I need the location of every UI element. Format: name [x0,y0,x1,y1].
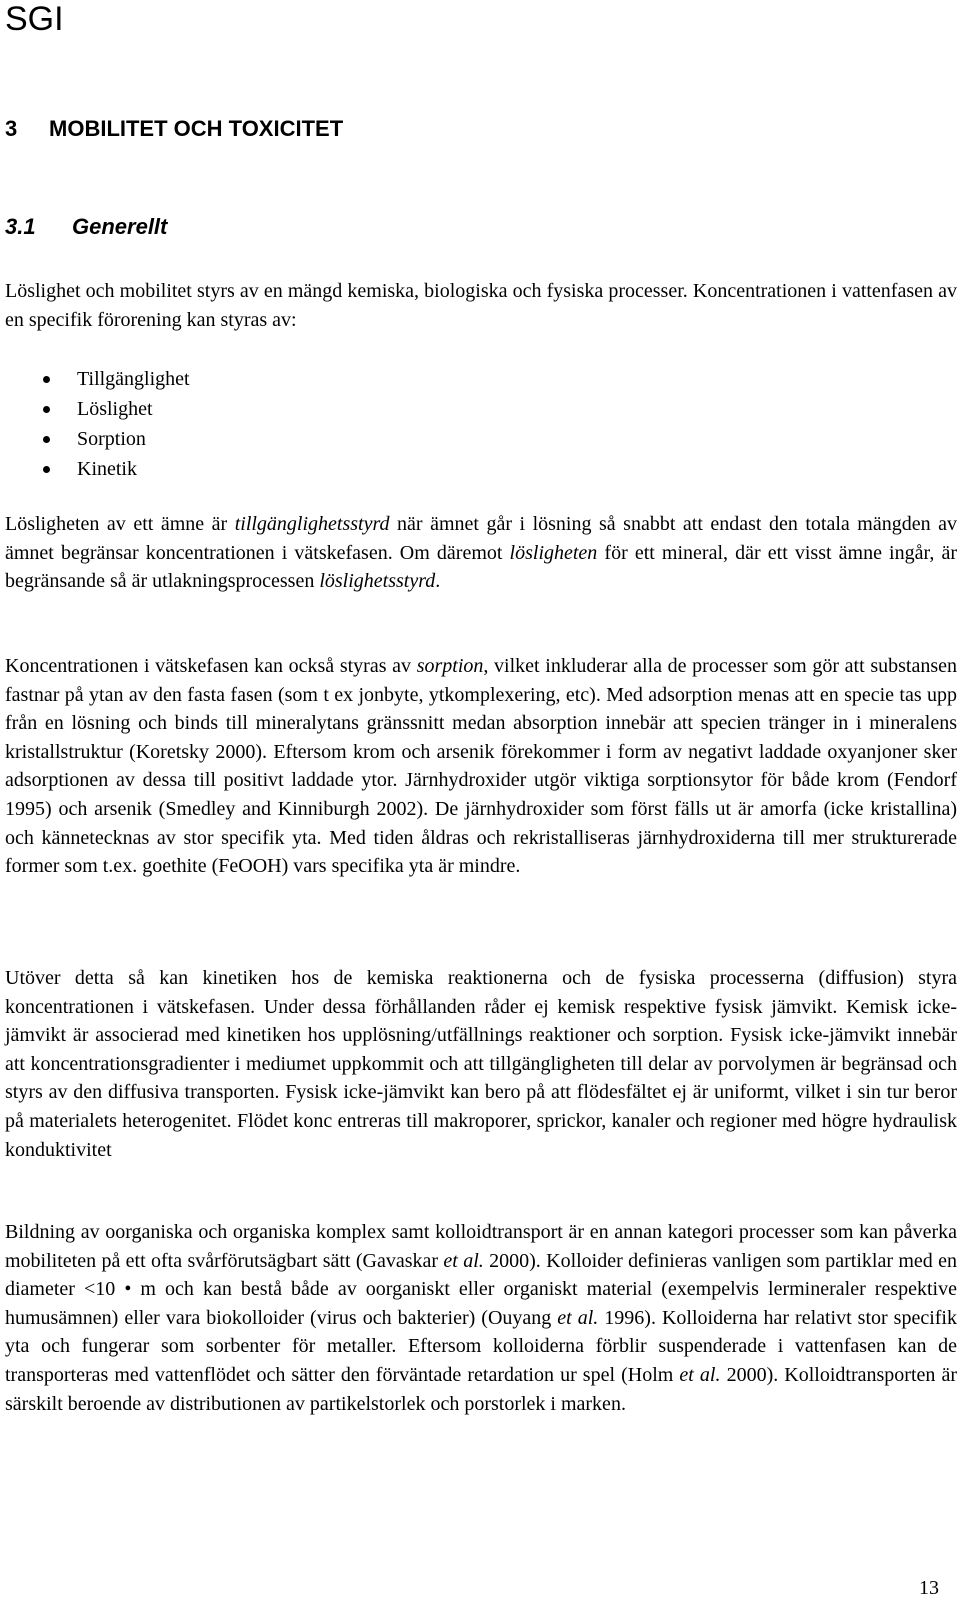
bullet-icon [43,376,50,383]
paragraph-colloids: Bildning av oorganiska och organiska komplex samt kolloidtransport är en annan kategori processer som kan påverka mobiliteten på ett ofta svårförutsägbart sätt (Gavaskar et al. 2000). Kolloider definieras vanligen som partiklar med en diameter <10 • m och kan bestå både av oorganiskt eller organiskt material (exempelvis lermineraler respektive humusämnen) eller vara biokolloider (virus och bakterier) (Ouyang et al. 1996). Kolloiderna har relativt stor specifik yta och fungerar som sorbenter för metaller. Eftersom kolloiderna förblir suspenderade i vattenfasen kan de transporteras med vattenflödet och sätter den förväntade retardation ur spel (Holm et al. 2000). Kolloidtransporten är särskilt beroende av distributionen av partikelstorlek och porstorlek i marken. [5,1221,958,1415]
bullet-icon [43,406,50,413]
list-item-label: Kinetik [77,458,137,480]
sgi-logo: SGI [5,0,64,38]
page-number: 13 [919,1577,939,1599]
paragraph-intro: Löslighet och mobilitet styrs av en mängd kemiska, biologiska och fysiska processer. Koncentrationen i vattenfasen av en specifik förorening kan styras av: [5,280,957,331]
section-title: MOBILITET OCH TOXICITET [49,116,344,141]
section-heading [5,116,343,142]
section-number: 3 [5,116,18,141]
subsection-heading [5,214,167,240]
bullet-list [0,364,190,484]
bullet-icon [43,436,50,443]
list-item-label: Tillgänglighet [77,368,190,390]
paragraph-solubility: Lösligheten av ett ämne är tillgänglighetsstyrd när ämnet går i lösning så snabbt att endast den totala mängden av ämnet begränsar koncentrationen i vätskefasen. Om däremot lösligheten för ett mineral, där ett visst ämne ingår, är begränsande så är utlakningsprocessen löslighetsstyrd. [5,513,958,593]
subsection-title: Generellt [72,214,168,239]
paragraph-kinetics: Utöver detta så kan kinetiken hos de kemiska reaktionerna och de fysiska processerna (diffusion) styra koncentrationen i vätskefasen. Under dessa förhållanden råder ej kemisk respektive fysisk jämvikt. Kemisk icke-jämvikt är associerad med kinetiken hos upplösning/utfällnings reaktioner och sorption. Fysisk icke-jämvikt innebär att koncentrationsgradienter i mediumet uppkommit och att tillgängligheten till delar av porvolymen är begränsad och styrs av den diffusiva transporten. Fysisk icke-jämvikt kan bero på att flödesfältet ej är uniformt, vilket i sin tur beror på materialets heterogenitet. Flödet konc entreras till makroporer, sprickor, kanaler och regioner med högre hydraulisk konduktivitet [5,967,957,1161]
subsection-number: 3.1 [5,214,36,239]
list-item [0,454,190,484]
bullet-icon [43,466,50,473]
list-item [0,394,190,424]
list-item [0,364,190,394]
paragraph-sorption: Koncentrationen i vätskefasen kan också styras av sorption, vilket inkluderar alla de processer som gör att substansen fastnar på ytan av den fasta fasen (som t ex jonbyte, ytkomplexering, etc). Med adsorption menas att en specie tas upp från en lösning och binds till mineralytans gränssnitt medan absorption innebär att specien tränger in i mineralens kristallstruktur (Koretsky 2000). Eftersom krom och arsenik förekommer i form av negativt laddade oxyanjoner sker adsorptionen av dessa till positivt laddade ytor. Järnhydroxider utgör viktiga sorptionsytor för både krom (Fendorf 1995) och arsenik (Smedley and Kinniburgh 2002). De järnhydroxider som först fälls ut är amorfa (icke kristallina) och kännetecknas av stor specifik yta. Med tiden åldras och rekristalliseras järnhydroxiderna till mer strukturerade former som t.ex. goethite (FeOOH) vars specifika yta är mindre. [5,655,957,878]
list-item-label: Sorption [77,428,146,450]
list-item [0,424,190,454]
list-item-label: Löslighet [77,398,153,420]
